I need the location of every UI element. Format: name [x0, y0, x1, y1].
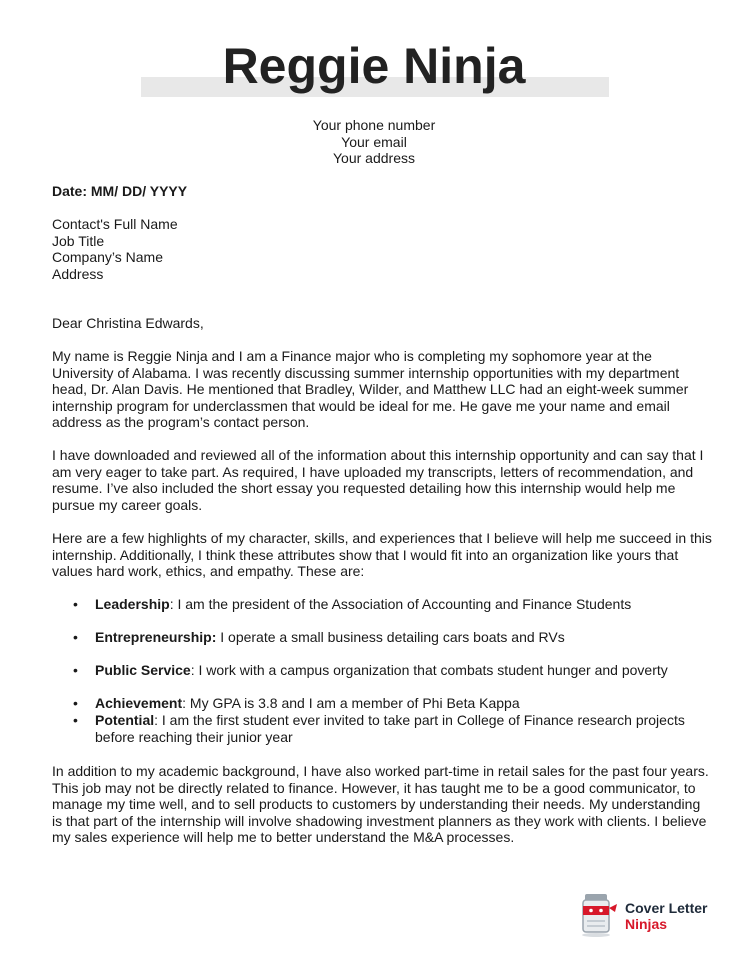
brand-wordmark	[625, 900, 707, 932]
recipient-name: Contact's Full Name	[52, 216, 178, 232]
list-item	[95, 695, 715, 712]
paragraph-intro: My name is Reggie Ninja and I am a Finance major who is completing my sophomore year at the University of Alabama. I was recently discussing summer internship opportunities with my department head, Dr. Alan Davis. He mentioned that Bradley, Wilder, and Matthew LLC had an eight-week summer internship program for underclassmen that would be ideal for me. He gave me your name and email address as the program’s contact person.	[52, 348, 689, 430]
recipient-address: Address	[52, 265, 104, 282]
list-item-text: I operate a small business detailing cars boats and RVs	[216, 629, 565, 645]
ninja-mascot-icon	[575, 890, 619, 938]
list-item	[95, 712, 715, 745]
email-line: Your email	[341, 133, 407, 150]
applicant-name: Reggie Ninja	[222, 38, 526, 94]
greeting: Dear Christina Edwards,	[52, 315, 204, 331]
list-item-text: : My GPA is 3.8 and I am a member of Phi Beta Kappa	[182, 695, 520, 711]
recipient-company: Company’s Name	[52, 249, 164, 265]
brand-logo	[575, 890, 725, 940]
brand-line-2: Ninjas	[625, 916, 668, 932]
list-item-term: Leadership	[95, 596, 170, 612]
list-item	[95, 596, 715, 613]
list-item-text: : I am the first student ever invited to take part in College of Finance research projects before reaching their junior year	[95, 712, 685, 745]
brand-line-1: Cover Letter	[625, 900, 708, 916]
paragraph-highlights: Here are a few highlights of my character, skills, and experiences that I believe will help me succeed in this internship. Additionally, I think these attributes show that I would fit into an organization like yours that values hard work, ethics, and empathy. These are:	[52, 530, 712, 579]
list-item-term: Potential	[95, 712, 155, 728]
list-item-text: : I am the president of the Association of Accounting and Finance Students	[169, 596, 632, 612]
address-line: Your address	[333, 150, 415, 166]
list-item-text: : I work with a campus organization that combats student hunger and poverty	[190, 662, 668, 678]
list-item	[95, 629, 715, 646]
list-item-term: Achievement	[95, 695, 183, 711]
recipient-block	[52, 216, 712, 282]
list-item	[95, 662, 715, 679]
phone-line: Your phone number	[312, 117, 436, 133]
list-item-term: Public Service	[95, 662, 191, 678]
recipient-job-title: Job Title	[52, 232, 105, 249]
letter-date: Date: MM/ DD/ YYYY	[52, 183, 188, 199]
paragraph-experience: In addition to my academic background, I have also worked part-time in retail sales for the past four years. This job may not be directly related to finance. However, it has taught me to be a good communicator, to manage my time well, and to sell products to customers by understanding their needs. My understanding is that part of the internship will involve shadowing investment planners as they work with clients. I believe my sales experience will help me to better understand the M&A processes.	[52, 763, 709, 845]
contact-block	[0, 117, 748, 167]
list-item-term: Entrepreneurship:	[95, 629, 217, 645]
paragraph-application: I have downloaded and reviewed all of the information about this internship opportunity and can say that I am very eager to take part. As required, I have uploaded my transcripts, letters of recommendation, and resume. I’ve also included the short essay you requested detailing how this internship would help me pursue my career goals.	[52, 447, 704, 513]
